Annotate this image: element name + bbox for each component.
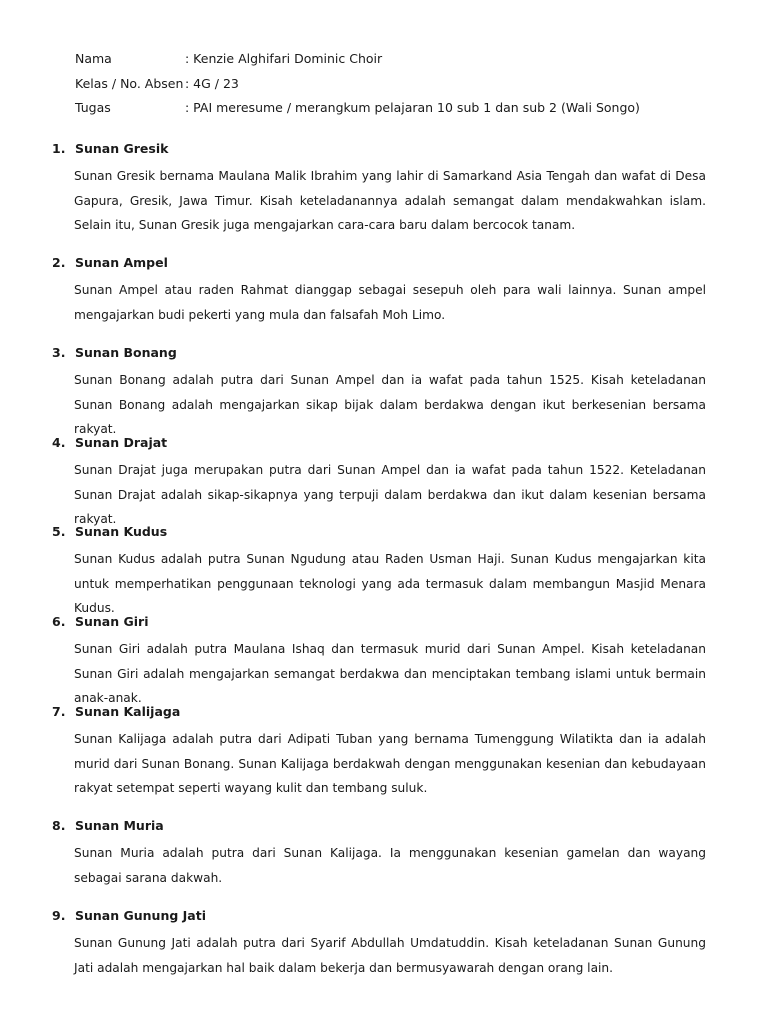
section-number: 9. [52, 908, 66, 923]
section-heading [52, 344, 706, 368]
section-body: Sunan Drajat juga merupakan putra dari Sunan Ampel dan ia wafat pada tahun 1522. Keteladanan Sunan Drajat adalah sikap-sikapnya yang terpuji dalam berdakwa dan ikut dalam kesenian bersama rakyat. [74, 463, 706, 526]
section-sunan-giri [52, 613, 706, 711]
section-sunan-bonang [52, 344, 706, 442]
section-number: 8. [52, 818, 66, 833]
kelas-label: Kelas / No. Absen [75, 75, 184, 91]
section-body: Sunan Gresik bernama Maulana Malik Ibrahim yang lahir di Samarkand Asia Tengah dan wafat di Desa Gapura, Gresik, Jawa Timur. Kisah keteladanannya adalah semangat dalam mendakwahkan islam. Selain itu, Sunan Gresik juga mengajarkan cara-cara baru dalam bercocok tanam. [74, 169, 706, 232]
section-body: Sunan Bonang adalah putra dari Sunan Ampel dan ia wafat pada tahun 1525. Kisah keteladanan Sunan Bonang adalah mengajarkan sikap bijak dalam berdakwa dengan ikut berkesenian bersama rakyat. [74, 373, 706, 436]
section-title: Sunan Muria [75, 818, 164, 833]
section-title: Sunan Kalijaga [75, 704, 181, 719]
nama-label: Nama [75, 51, 112, 66]
section-number: 2. [52, 255, 66, 270]
section-title: Sunan Gunung Jati [75, 908, 206, 923]
kelas-value: : 4G / 23 [185, 75, 239, 91]
section-body: Sunan Kalijaga adalah putra dari Adipati Tuban yang bernama Tumenggung Wilatikta dan ia adalah murid dari Sunan Bonang. Sunan Kalijaga berdakwah dengan menggunakan kesenian dan kebudayaan rakyat setempat seperti wayang kulit dan tembang suluk. [74, 732, 706, 795]
section-body: Sunan Kudus adalah putra Sunan Ngudung atau Raden Usman Haji. Sunan Kudus mengajarkan kita untuk memperhatikan penggunaan teknologi yang ada termasuk dalam membangun Masjid Menara Kudus. [74, 552, 706, 615]
section-number: 3. [52, 345, 66, 360]
info-row-tugas [75, 99, 715, 124]
section-number: 1. [52, 141, 66, 156]
section-title: Sunan Ampel [75, 255, 168, 270]
section-sunan-ampel [52, 254, 706, 327]
section-sunan-kalijaga [52, 703, 706, 801]
section-sunan-drajat [52, 434, 706, 532]
section-title: Sunan Kudus [75, 524, 168, 539]
student-info [75, 50, 715, 124]
section-sunan-gresik [52, 140, 706, 238]
section-title: Sunan Gresik [75, 141, 169, 156]
section-heading [52, 613, 706, 637]
section-heading [52, 140, 706, 164]
section-title: Sunan Drajat [75, 435, 168, 450]
section-number: 5. [52, 524, 66, 539]
section-heading [52, 907, 706, 931]
tugas-label: Tugas [75, 100, 111, 115]
info-row-kelas [75, 75, 715, 100]
section-heading [52, 523, 706, 547]
nama-value: : Kenzie Alghifari Dominic Choir [185, 51, 383, 66]
section-body: Sunan Ampel atau raden Rahmat dianggap sebagai sesepuh oleh para wali lainnya. Sunan ampel mengajarkan budi pekerti yang mula dan falsafah Moh Limo. [74, 283, 706, 322]
section-sunan-gunung-jati [52, 907, 706, 980]
section-number: 7. [52, 704, 66, 719]
section-heading [52, 703, 706, 727]
section-body: Sunan Muria adalah putra dari Sunan Kalijaga. Ia menggunakan kesenian gamelan dan wayang sebagai sarana dakwah. [74, 846, 706, 885]
info-row-nama [75, 50, 715, 75]
section-title: Sunan Bonang [75, 345, 177, 360]
section-body: Sunan Gunung Jati adalah putra dari Syarif Abdullah Umdatuddin. Kisah keteladanan Sunan Gunung Jati adalah mengajarkan hal baik dalam bekerja dan bermusyawarah dengan orang lain. [74, 936, 706, 975]
section-heading [52, 254, 706, 278]
section-number: 6. [52, 614, 66, 629]
section-heading [52, 817, 706, 841]
section-number: 4. [52, 435, 66, 450]
section-body: Sunan Giri adalah putra Maulana Ishaq dan termasuk murid dari Sunan Ampel. Kisah keteladanan Sunan Giri adalah mengajarkan semangat berdakwa dan menciptakan tembang islami untuk bermain anak-anak. [74, 642, 706, 705]
section-title: Sunan Giri [75, 614, 149, 629]
section-heading [52, 434, 706, 458]
section-sunan-muria [52, 817, 706, 890]
tugas-value: : PAI meresume / merangkum pelajaran 10 sub 1 dan sub 2 (Wali Songo) [185, 100, 640, 115]
section-sunan-kudus [52, 523, 706, 621]
